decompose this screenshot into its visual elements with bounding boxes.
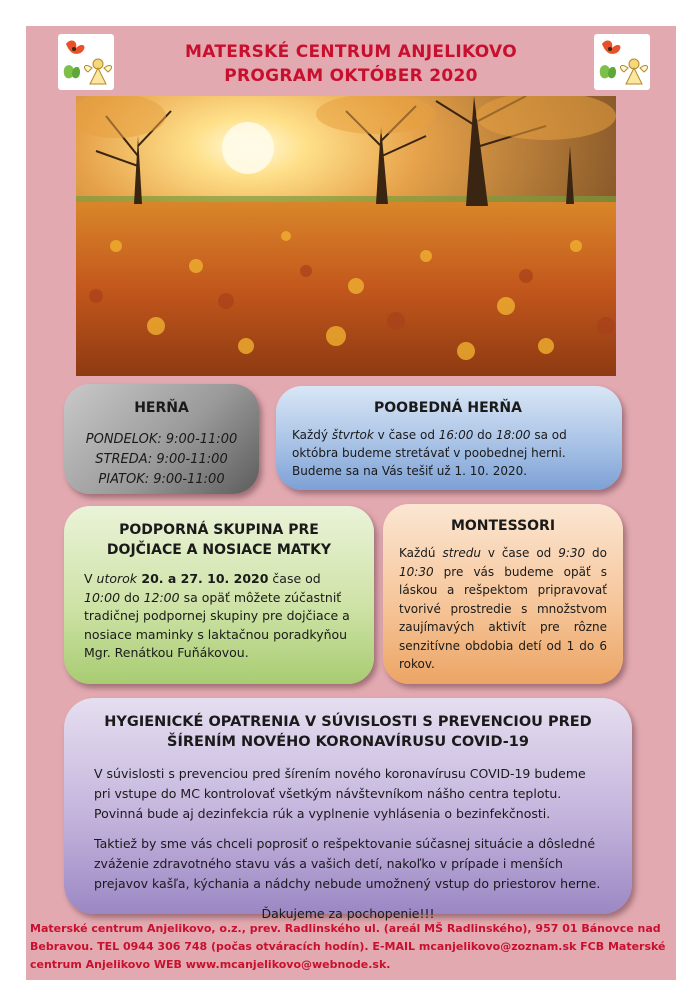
hygiena-box (64, 698, 632, 921)
hygiena-paragraph-2: Taktiež by sme vás chceli poprosiť o rešpektovanie súčasnej situácie a dôsledné zváženie zdravotného stavu vás a vašich detí, nakoľko v prípade i menších prejavov kašľa, kýchania a nádchy nebude umožnený vstup do priestorov herne. (94, 836, 601, 891)
herna-time-row: PIATOK: 9:00-11:00 (98, 472, 225, 487)
herna-time-row: PONDELOK: 9:00-11:00 (85, 432, 238, 447)
poobedna-text: Každý štvrtok v čase od 16:00 do 18:00 sa od októbra budeme stretávať v poobednej herni. Budeme sa na Vás tešiť už 1. 10. 2020. (292, 428, 567, 478)
title-line-2: PROGRAM OKTÓBER 2020 (224, 66, 478, 86)
podporna-skupina-box (64, 506, 374, 684)
podporna-text: V utorok 20. a 27. 10. 2020 čase od 10:00 do 12:00 sa opäť môžete zúčastniť tradičnej podpornej skupiny pre dojčiace a nosiace maminky s laktačnou poradkyňou Mgr. Renátkou Fuňákovou. (84, 571, 350, 660)
hygiena-heading: HYGIENICKÉ OPATRENIA V SÚVISLOSTI S PREVENCIOU PRED ŠÍRENÍM NOVÉHO KORONAVÍRUSU COVID-19 (104, 714, 592, 750)
page-title (176, 40, 526, 88)
title-line-1: MATERSKÉ CENTRUM ANJELIKOVO (185, 42, 517, 62)
herna-time-row: STREDA: 9:00-11:00 (95, 452, 228, 467)
hygiena-paragraph-1: V súvislosti s prevenciou pred šírením nového koronavírusu COVID-19 budeme pri vstupe do MC kontrolovať všetkým návštevníkom nášho centra teplotu. Povinná bude aj dezinfekcia rúk a vyplnenie vyhlásenia o bezinfekčnosti. (94, 766, 586, 821)
logo-left (58, 34, 114, 90)
poobedna-heading: POOBEDNÁ HERŇA (374, 400, 522, 416)
sunset-photo (76, 96, 616, 376)
herna-box (64, 384, 259, 494)
footer-contact: Materské centrum Anjelikovo, o.z., prev. Radlinského ul. (areál MŠ Radlinského), 957 01 Bánovce nad Bebravou. TEL 0944 306 748 (počas otváracích hodín). E-MAIL mcanjelikovo@zoznam.sk FCB Materské centrum Anjelikovo WEB www.mcanjelikovo@webnode.sk. (30, 922, 666, 971)
angel-icon (58, 34, 114, 90)
podporna-heading: PODPORNÁ SKUPINA PRE DOJČIACE A NOSIACE MATKY (106, 522, 332, 558)
montessori-heading: MONTESSORI (450, 518, 556, 534)
logo-right (594, 34, 650, 90)
poobedna-herna-box (276, 386, 622, 490)
montessori-text: Každú stredu v čase od 9:30 do 10:30 pre vás budeme opäť s láskou a rešpektom pripravovať tvorivé prostredie s množstvom zaujímavých aktivít pre rôzne senzitívne obdobia detí od 1 do 6 rokov. (399, 546, 607, 671)
butterfly-icon (594, 34, 650, 90)
poster (26, 26, 676, 980)
hygiena-thanks: Ďakujeme za pochopenie!!! (261, 906, 435, 921)
autumn-photo (76, 96, 616, 376)
herna-times (64, 430, 259, 490)
herna-heading: HERŇA (134, 400, 189, 416)
montessori-box (383, 504, 623, 684)
